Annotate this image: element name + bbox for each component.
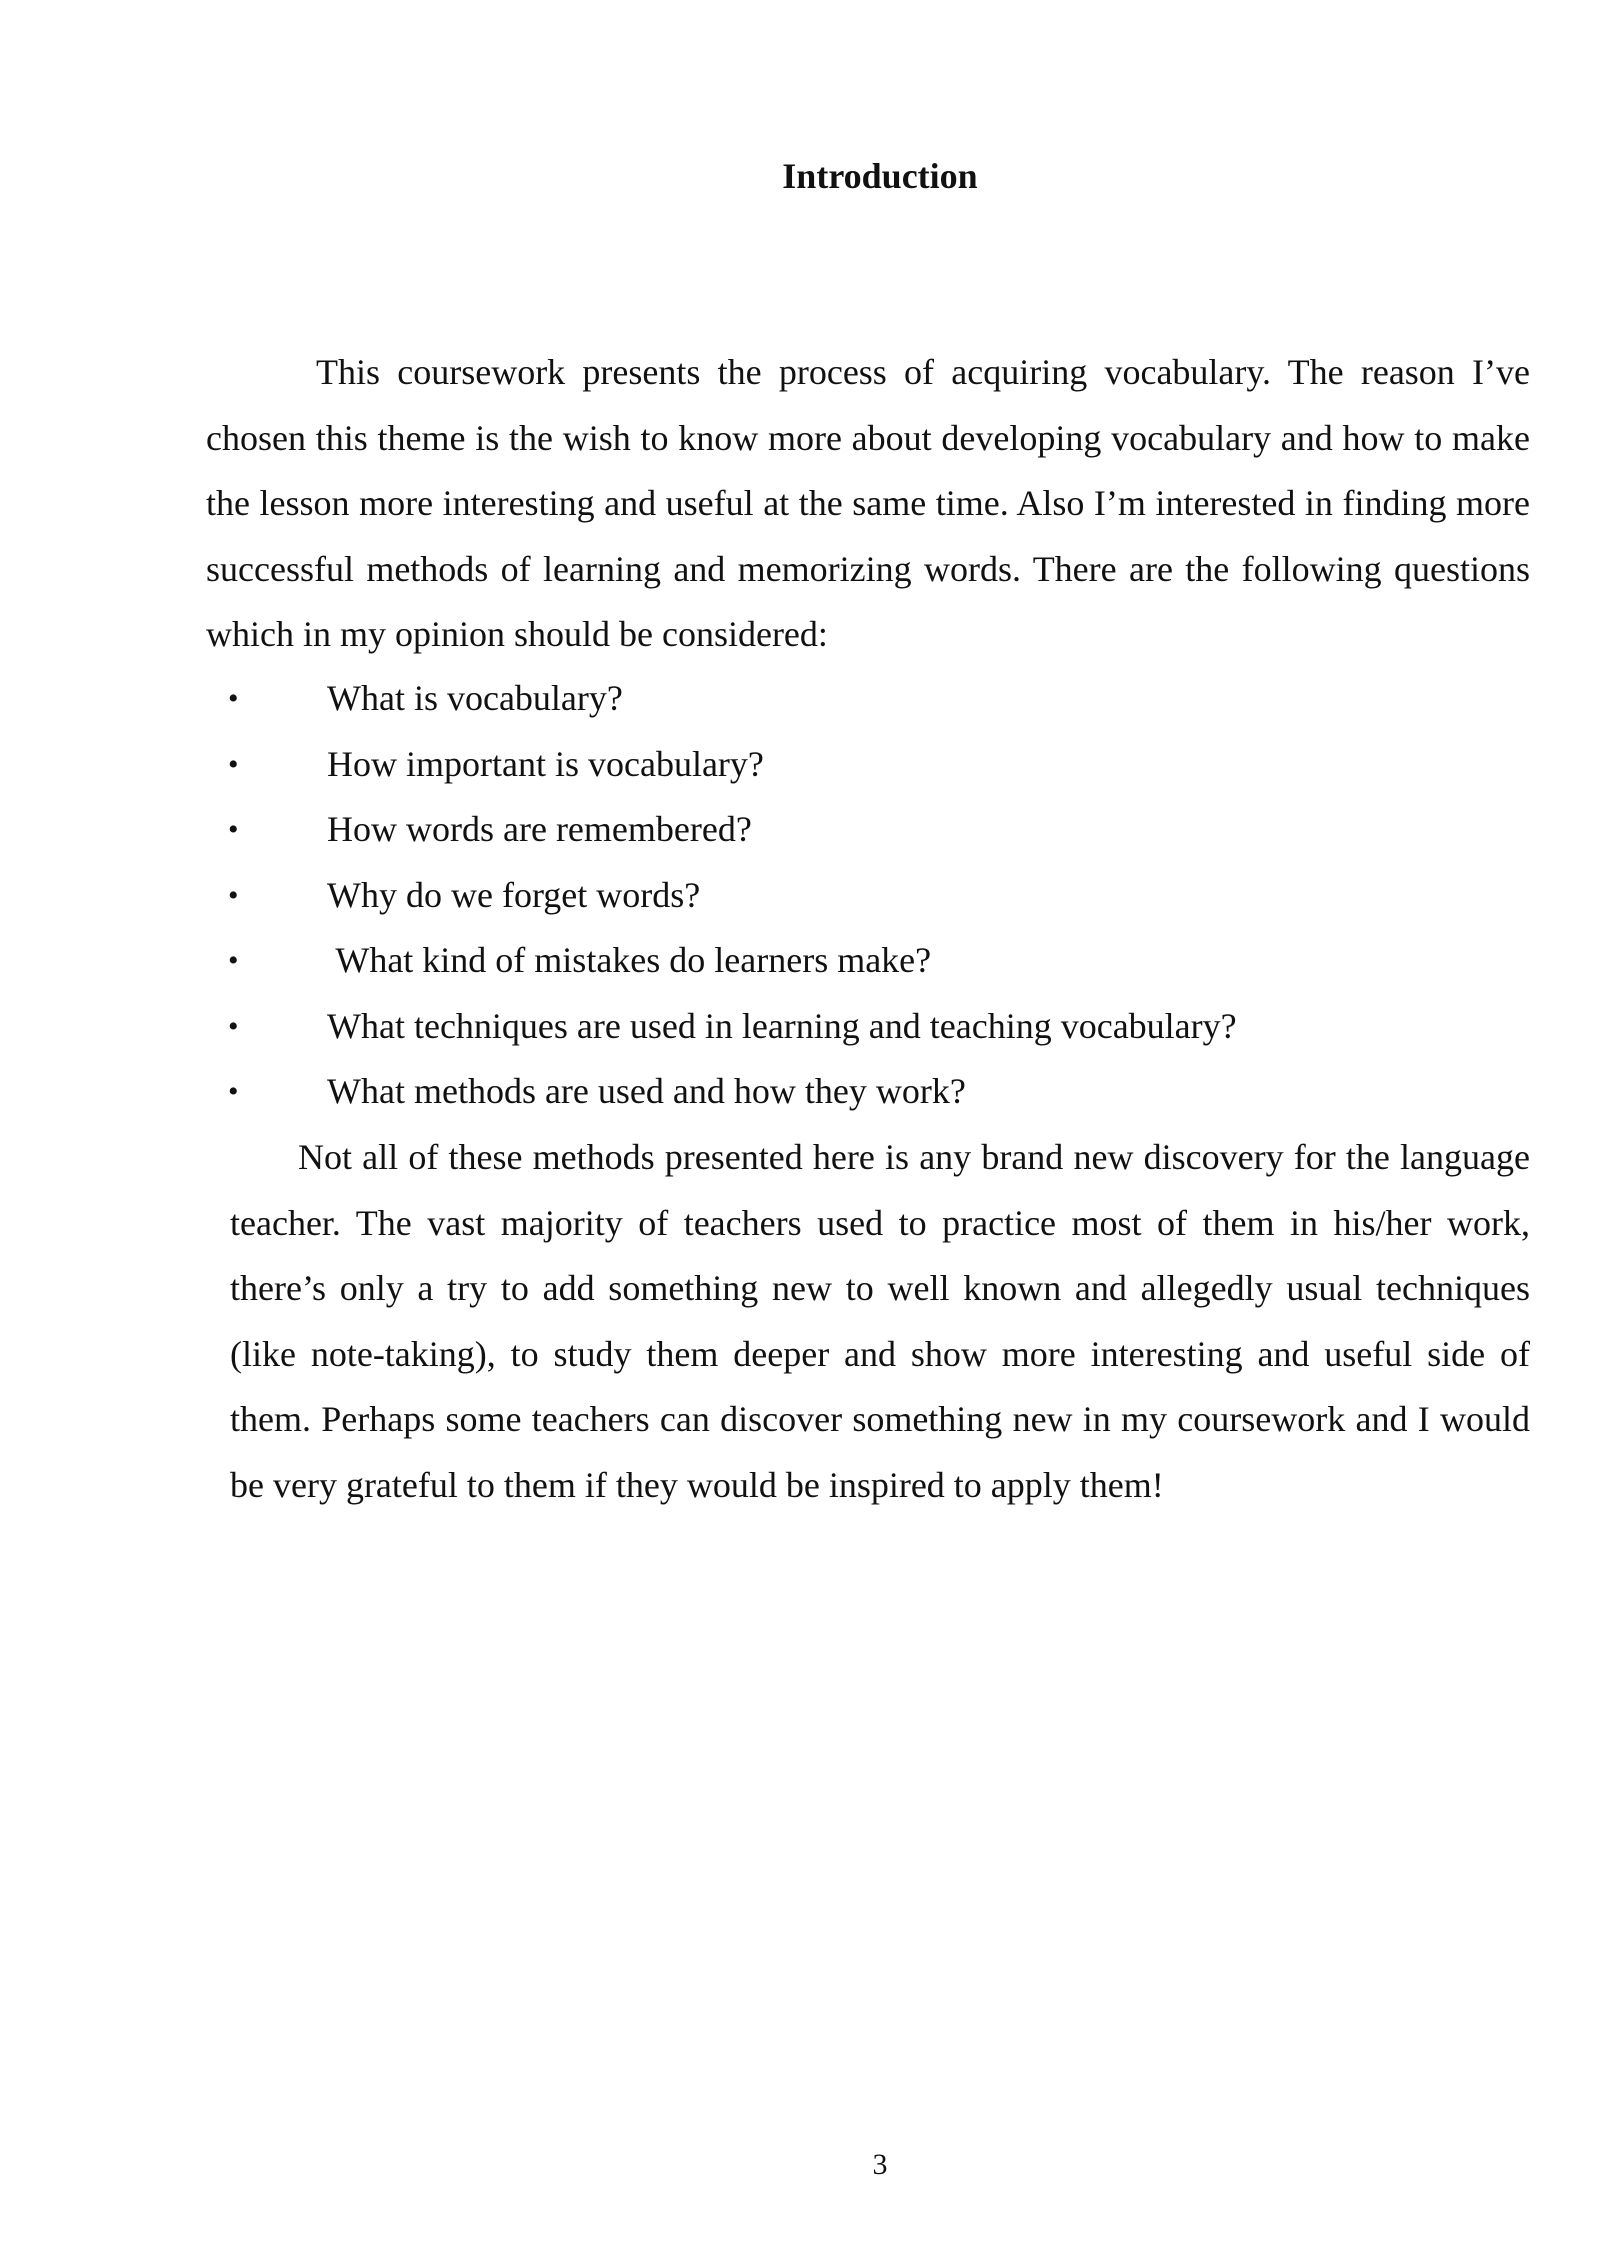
bullet-icon: • [228,1075,239,1108]
page-title: Introduction [782,156,978,196]
list-item [206,1059,1530,1125]
list-item-text: How words are remembered? [327,809,752,849]
list-item [206,666,1530,732]
intro-paragraph: This coursework presents the process of acquiring vocabulary. The reason I’ve chosen this theme is the wish to know more about developing vocabulary and how to make the lesson more interesting and useful at the same time. Also I’m interested in finding more successful methods of learning and memorizing words. There are the following questions which in my opinion should be considered: [206,352,1530,654]
bullet-icon: • [228,747,239,781]
list-item [206,797,1530,863]
list-item [206,994,1530,1060]
bullet-icon: • [228,682,239,715]
list-item [206,732,1530,798]
list-item [206,928,1530,994]
questions-list [206,666,1530,1125]
methods-paragraph: Not all of these methods presented here is any brand new discovery for the language teacher. The vast majority of teachers used to practice most of them in his/her work, there’s only a try to add something new to well known and allegedly usual techniques (like note-taking), to study them deeper and show more interesting and useful side of them. Perhaps some teachers can discover something new in my coursework and I would be very grateful to them if they would be inspired to apply them! [230,1137,1530,1505]
list-item-text: What is vocabulary? [327,678,623,718]
list-item-text: Why do we forget words? [327,874,701,915]
bullet-icon: • [228,813,239,846]
list-item [206,863,1530,929]
page-number: 3 [872,2148,888,2181]
bullet-icon: • [228,1009,239,1043]
list-item-text: What techniques are used in learning and teaching vocabulary? [327,1005,1237,1046]
list-item-text: What methods are used and how they work? [327,1071,966,1111]
bullet-icon: • [228,878,239,912]
bullet-icon: • [228,944,239,977]
list-item-text: What kind of mistakes do learners make? [327,940,932,980]
list-item-text: How important is vocabulary? [327,743,764,784]
